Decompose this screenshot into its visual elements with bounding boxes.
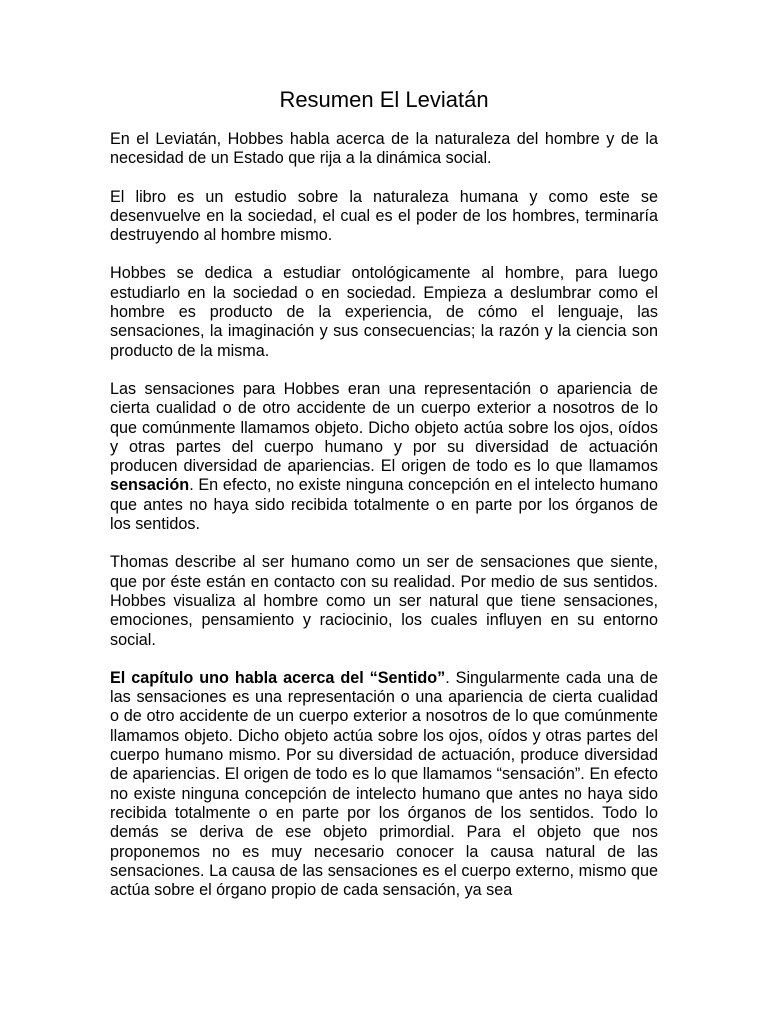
paragraph-sensations-text-start: Las sensaciones para Hobbes eran una representación o apariencia de cierta cualidad o de otro accidente de un cuerpo exterior a nosotros de lo que comúnmente llamamos objeto. Dicho objeto actúa sobre los ojos, oídos y otras partes del cuerpo humano y por su diversidad de actuación producen diversidad de apariencias. El origen de todo es lo que llamamos <box>110 379 658 476</box>
paragraph-chapter-one-heading: El capítulo uno habla acerca del “Sentido” <box>110 668 446 687</box>
paragraph-sensations-bold-term: sensación <box>110 476 190 495</box>
paragraph-chapter-one <box>110 669 658 901</box>
paragraph-book-study: El libro es un estudio sobre la naturaleza humana y como este se desenvuelve en la sociedad, el cual es el poder de los hombres, terminaría destruyendo al hombre mismo. <box>110 187 658 245</box>
document-body <box>110 130 658 919</box>
paragraph-ontology: Hobbes se dedica a estudiar ontológicamente al hombre, para luego estudiarlo en la sociedad o en sociedad. Empieza a deslumbrar como el hombre es producto de la experiencia, de cómo el lenguaje, las sensaciones, la imaginación y sus consecuencias; la razón y la ciencia son producto de la misma. <box>110 264 658 360</box>
paragraph-intro: En el Leviatán, Hobbes habla acerca de la naturaleza del hombre y de la necesidad de un Estado que rija a la dinámica social. <box>110 130 658 168</box>
paragraph-sensations <box>110 380 658 534</box>
paragraph-thomas: Thomas describe al ser humano como un ser de sensaciones que siente, que por éste están en contacto con su realidad. Por medio de sus sentidos. Hobbes visualiza al hombre como un ser natural que tiene sensaciones, emociones, pensamiento y raciocinio, los cuales influyen en su entorno social. <box>110 553 658 649</box>
document-title: Resumen El Leviatán <box>279 87 489 112</box>
paragraph-sensations-text-end: . En efecto, no existe ninguna concepción en el intelecto humano que antes no haya sido recibida totalmente o en parte por los órganos de los sentidos. <box>110 476 658 534</box>
paragraph-chapter-one-text: . Singularmente cada una de las sensaciones es una representación o una apariencia de cierta cualidad o de otro accidente de un cuerpo exterior a nosotros de lo que comúnmente llamamos objeto. Dicho objeto actúa sobre los ojos, oídos y otras partes del cuerpo humano mismo. Por su diversidad de actuación, produce diversidad de apariencias. El origen de todo es lo que llamamos “sensación”. En efecto no existe ninguna concepción de intelecto humano que antes no haya sido recibida totalmente o en parte por los órganos de los sentidos. Todo lo demás se deriva de ese objeto primordial. Para el objeto que nos proponemos no es muy necesario conocer la causa natural de las sensaciones. La causa de las sensaciones es el cuerpo externo, mismo que actúa sobre el órgano propio de cada sensación, ya sea <box>110 668 658 900</box>
